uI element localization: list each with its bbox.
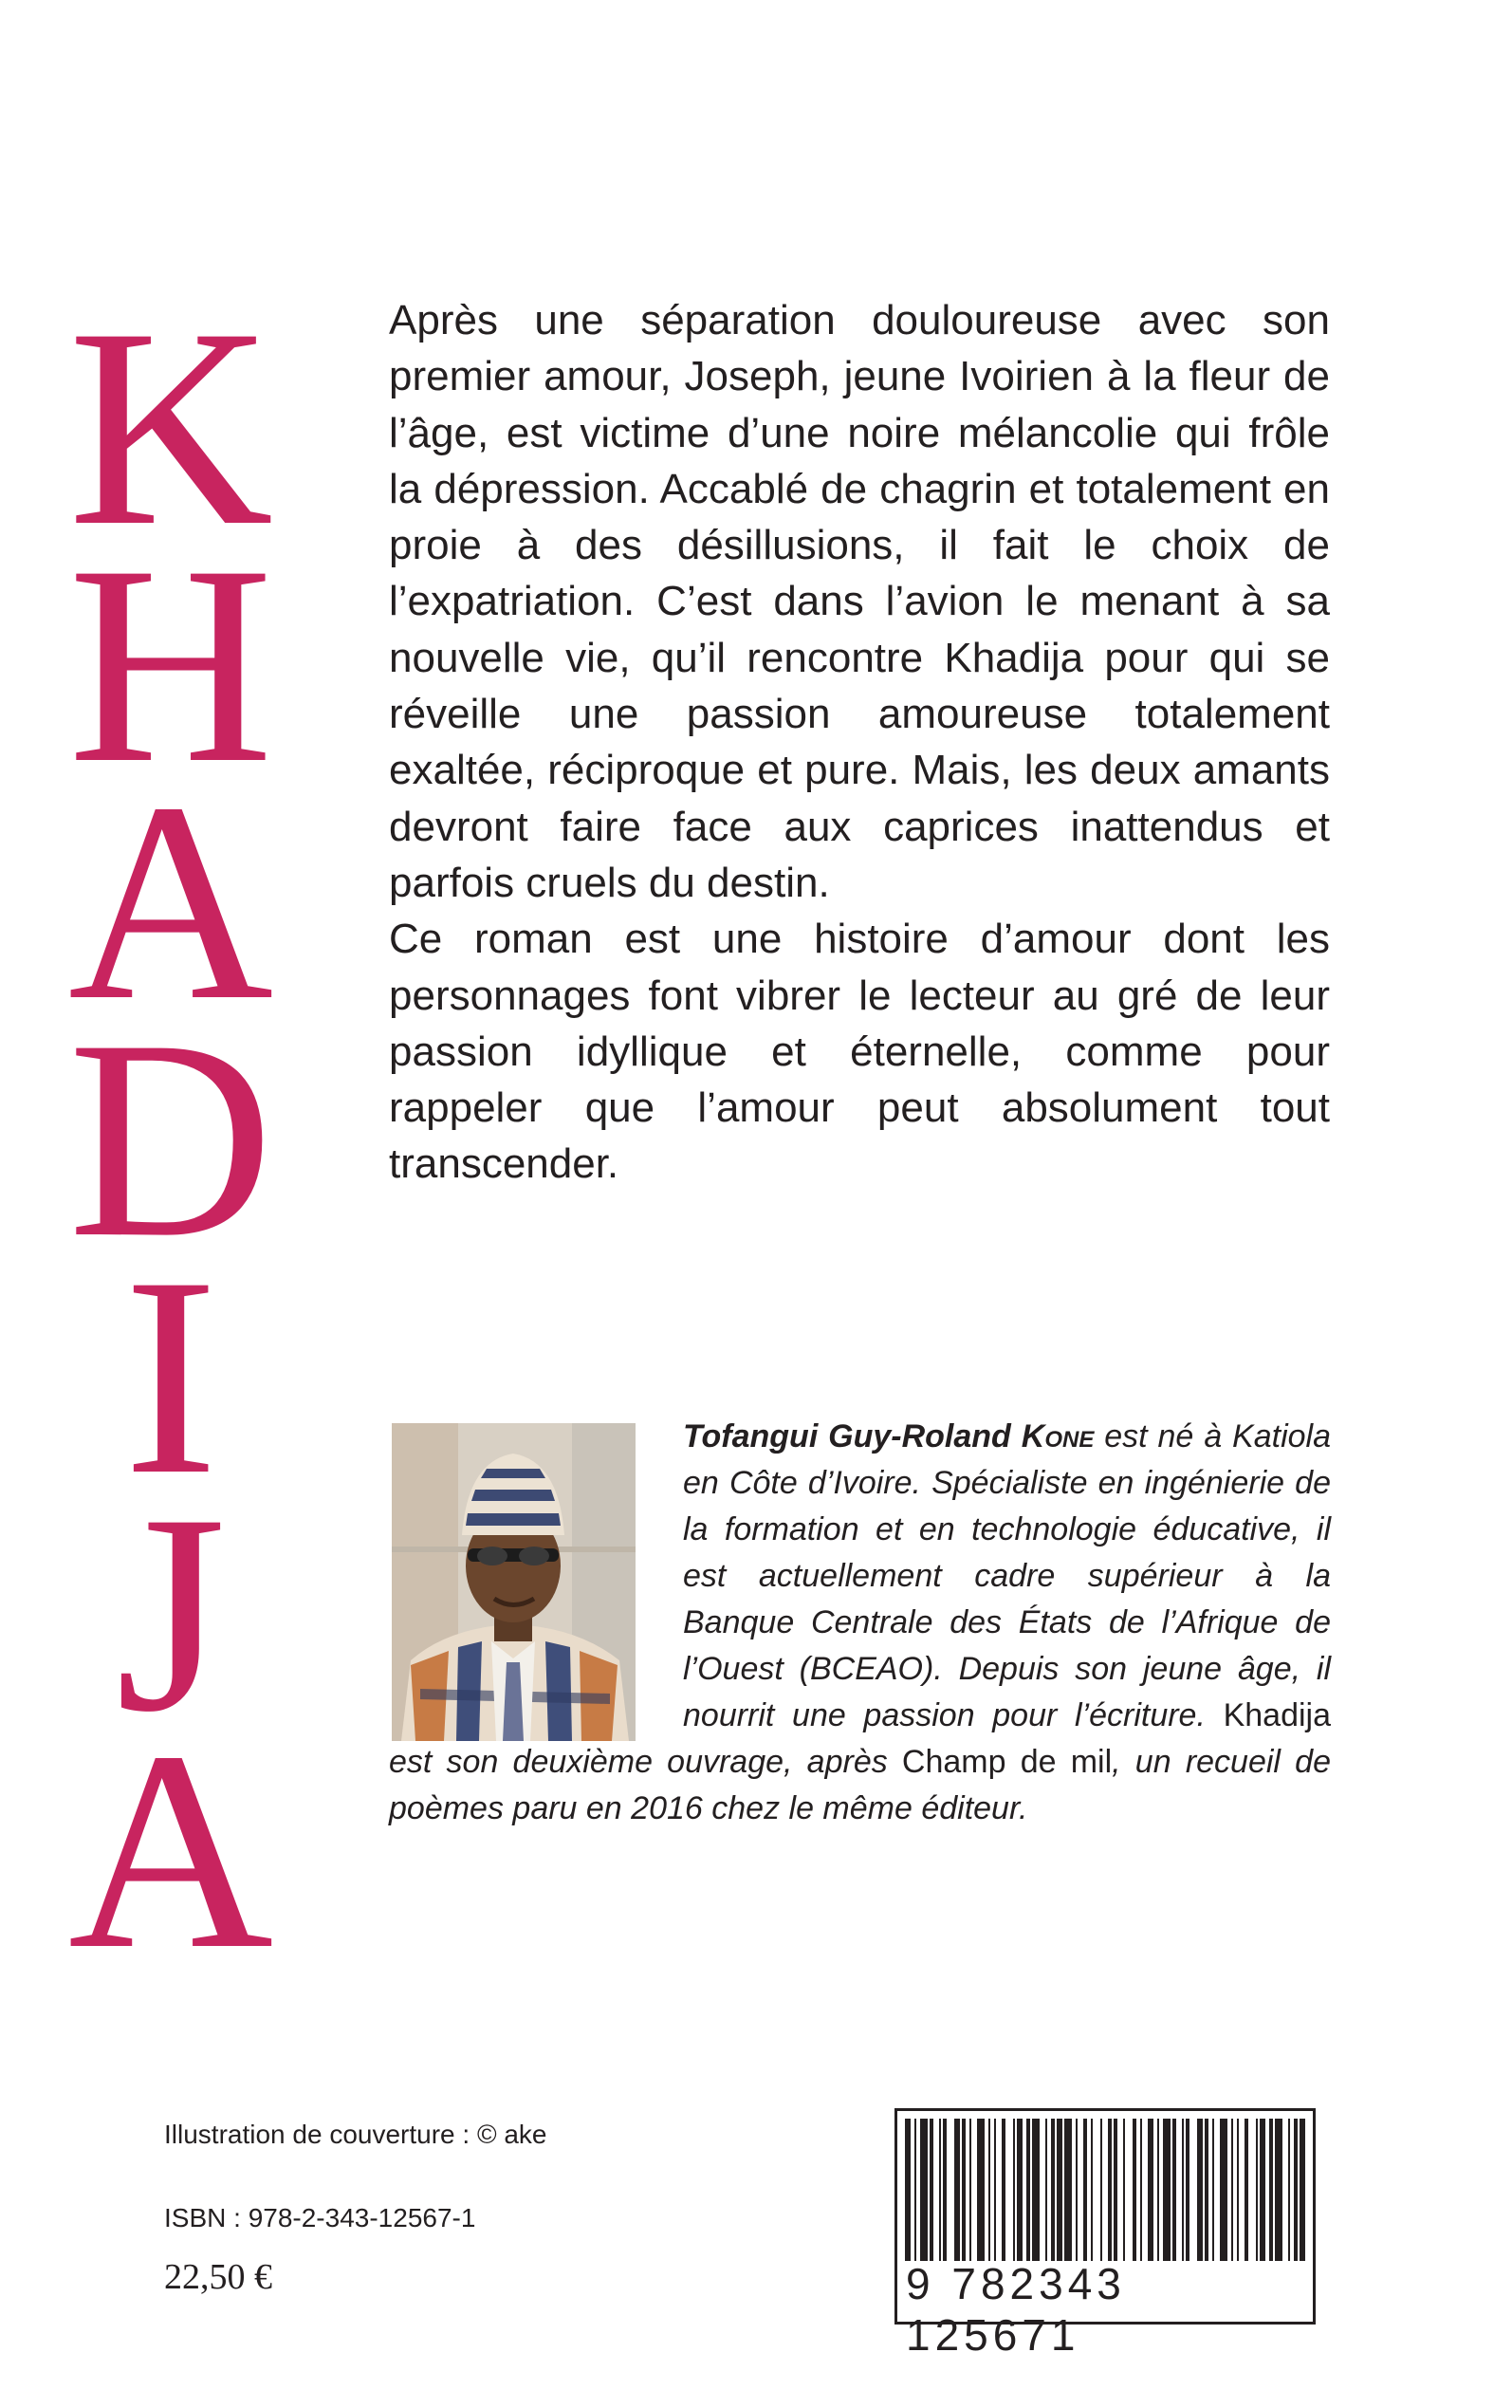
book-title: Khadija <box>1223 1697 1331 1733</box>
barcode-bar <box>939 2119 941 2261</box>
bio-text: est né à Katiola en Côte d’Ivoire. Spécialiste en ingénierie de la formation et en technologie éducative, il est actuellement cadre supérieur à la Banque Centrale des États de l’Afrique de l’Ouest (BCEAO). Depuis son jeune âge, il nourrit une passion pour l’écriture. <box>683 1418 1332 1733</box>
barcode-bar <box>1288 2119 1290 2261</box>
barcode-bar <box>969 2119 971 2261</box>
barcode-bar <box>920 2119 928 2261</box>
barcode-bar <box>1212 2119 1214 2261</box>
barcode-bar <box>1245 2119 1248 2261</box>
blurb-paragraph: Ce roman est une histoire d’amour dont les personnages font vibrer le lecteur au gré de leur passion idyllique et éternelle, comme pour rappeler que l’amour peut absolument tout transcender. <box>389 916 1330 1188</box>
title-letter: D <box>67 981 274 1296</box>
barcode-bar <box>1300 2119 1305 2261</box>
barcode-bar <box>1026 2119 1030 2261</box>
bio-text: est son deuxième ouvrage, après <box>389 1744 902 1780</box>
barcode-bar <box>1186 2119 1189 2261</box>
barcode-bar <box>1256 2119 1258 2261</box>
title-letter: A <box>67 744 274 1059</box>
author-name: Tofangui Guy-Roland Kone <box>683 1418 1095 1454</box>
barcode-bar <box>1157 2119 1159 2261</box>
barcode-bar <box>1100 2119 1102 2261</box>
barcode-bar <box>1294 2119 1298 2261</box>
barcode-bar <box>1032 2119 1040 2261</box>
price: 22,50 € <box>164 2257 272 2297</box>
barcode-bar <box>1205 2119 1208 2261</box>
blurb-paragraph: Après une séparation douloureuse avec son premier amour, Joseph, jeune Ivoirien à la fleur de l’âge, est victime d’une noire mélancolie qui frôle la dépression. Accablé de chagrin et totalement en proie à des désillusions, il fait le choix de l’expatriation. C’est dans l’avion le menant à sa nouvelle vie, qu’il rencontre Khadija pour qui se réveille une passion amoureuse totalement exaltée, réciproque et pure. Mais, les deux amants devront faire face aux caprices inattendus et parfois cruels du destin. <box>389 297 1330 906</box>
author-bio <box>389 1414 1331 1832</box>
barcode-bar <box>1133 2119 1136 2261</box>
barcode-bar <box>1123 2119 1125 2261</box>
barcode-number: 9 782343 125671 <box>906 2259 1126 2360</box>
barcode-bar <box>905 2119 911 2261</box>
barcode-bar <box>954 2119 960 2261</box>
barcode-bar <box>1013 2119 1015 2261</box>
barcode-bar <box>914 2119 916 2261</box>
barcode-bar <box>1231 2119 1233 2261</box>
barcode-bar <box>1182 2119 1184 2261</box>
isbn: ISBN : 978-2-343-12567-1 <box>164 2203 476 2232</box>
barcode-bar <box>1197 2119 1203 2261</box>
barcode-bar <box>977 2119 985 2261</box>
barcode-bar <box>988 2119 990 2261</box>
title-letter: H <box>67 507 274 822</box>
barcode-bar <box>1163 2119 1171 2261</box>
barcode-bar <box>1002 2119 1005 2261</box>
barcode-bar <box>994 2119 996 2261</box>
barcode-bar <box>1083 2119 1087 2261</box>
title-letter: A <box>67 1693 274 2008</box>
barcode-bar <box>1220 2119 1227 2261</box>
previous-book-title: Champ de mil <box>901 1744 1113 1780</box>
barcode-bar <box>1148 2119 1153 2261</box>
barcode-bar <box>1076 2119 1078 2261</box>
barcode-bar <box>1260 2119 1265 2261</box>
barcode-bar <box>1237 2119 1239 2261</box>
barcode-bar <box>1108 2119 1112 2261</box>
barcode-bar <box>930 2119 933 2261</box>
barcode-bar <box>1269 2119 1273 2261</box>
author-surname: Kone <box>1021 1418 1095 1454</box>
title-letter: K <box>67 269 274 584</box>
title-letter: I <box>123 1218 218 1533</box>
barcode-bar <box>943 2119 947 2261</box>
back-cover-blurb <box>389 292 1330 1193</box>
barcode-bar <box>1017 2119 1023 2261</box>
barcode-bar <box>1275 2119 1282 2261</box>
photo-spacer <box>389 1414 683 1736</box>
bio-text: , un recueil de poèmes paru en 2016 chez le même éditeur. <box>389 1744 1331 1826</box>
title-letter: J <box>115 1455 227 1770</box>
barcode-bar <box>1114 2119 1117 2261</box>
barcode-bar <box>1172 2119 1176 2261</box>
barcode-bar <box>1057 2119 1062 2261</box>
barcode-bar <box>1045 2119 1047 2261</box>
barcode-bar <box>1140 2119 1142 2261</box>
barcode-bar <box>1064 2119 1072 2261</box>
barcode-bar <box>962 2119 966 2261</box>
barcode-bar <box>1051 2119 1055 2261</box>
illustration-credit: Illustration de couverture : © ake <box>164 2120 547 2149</box>
barcode-bar <box>1091 2119 1093 2261</box>
